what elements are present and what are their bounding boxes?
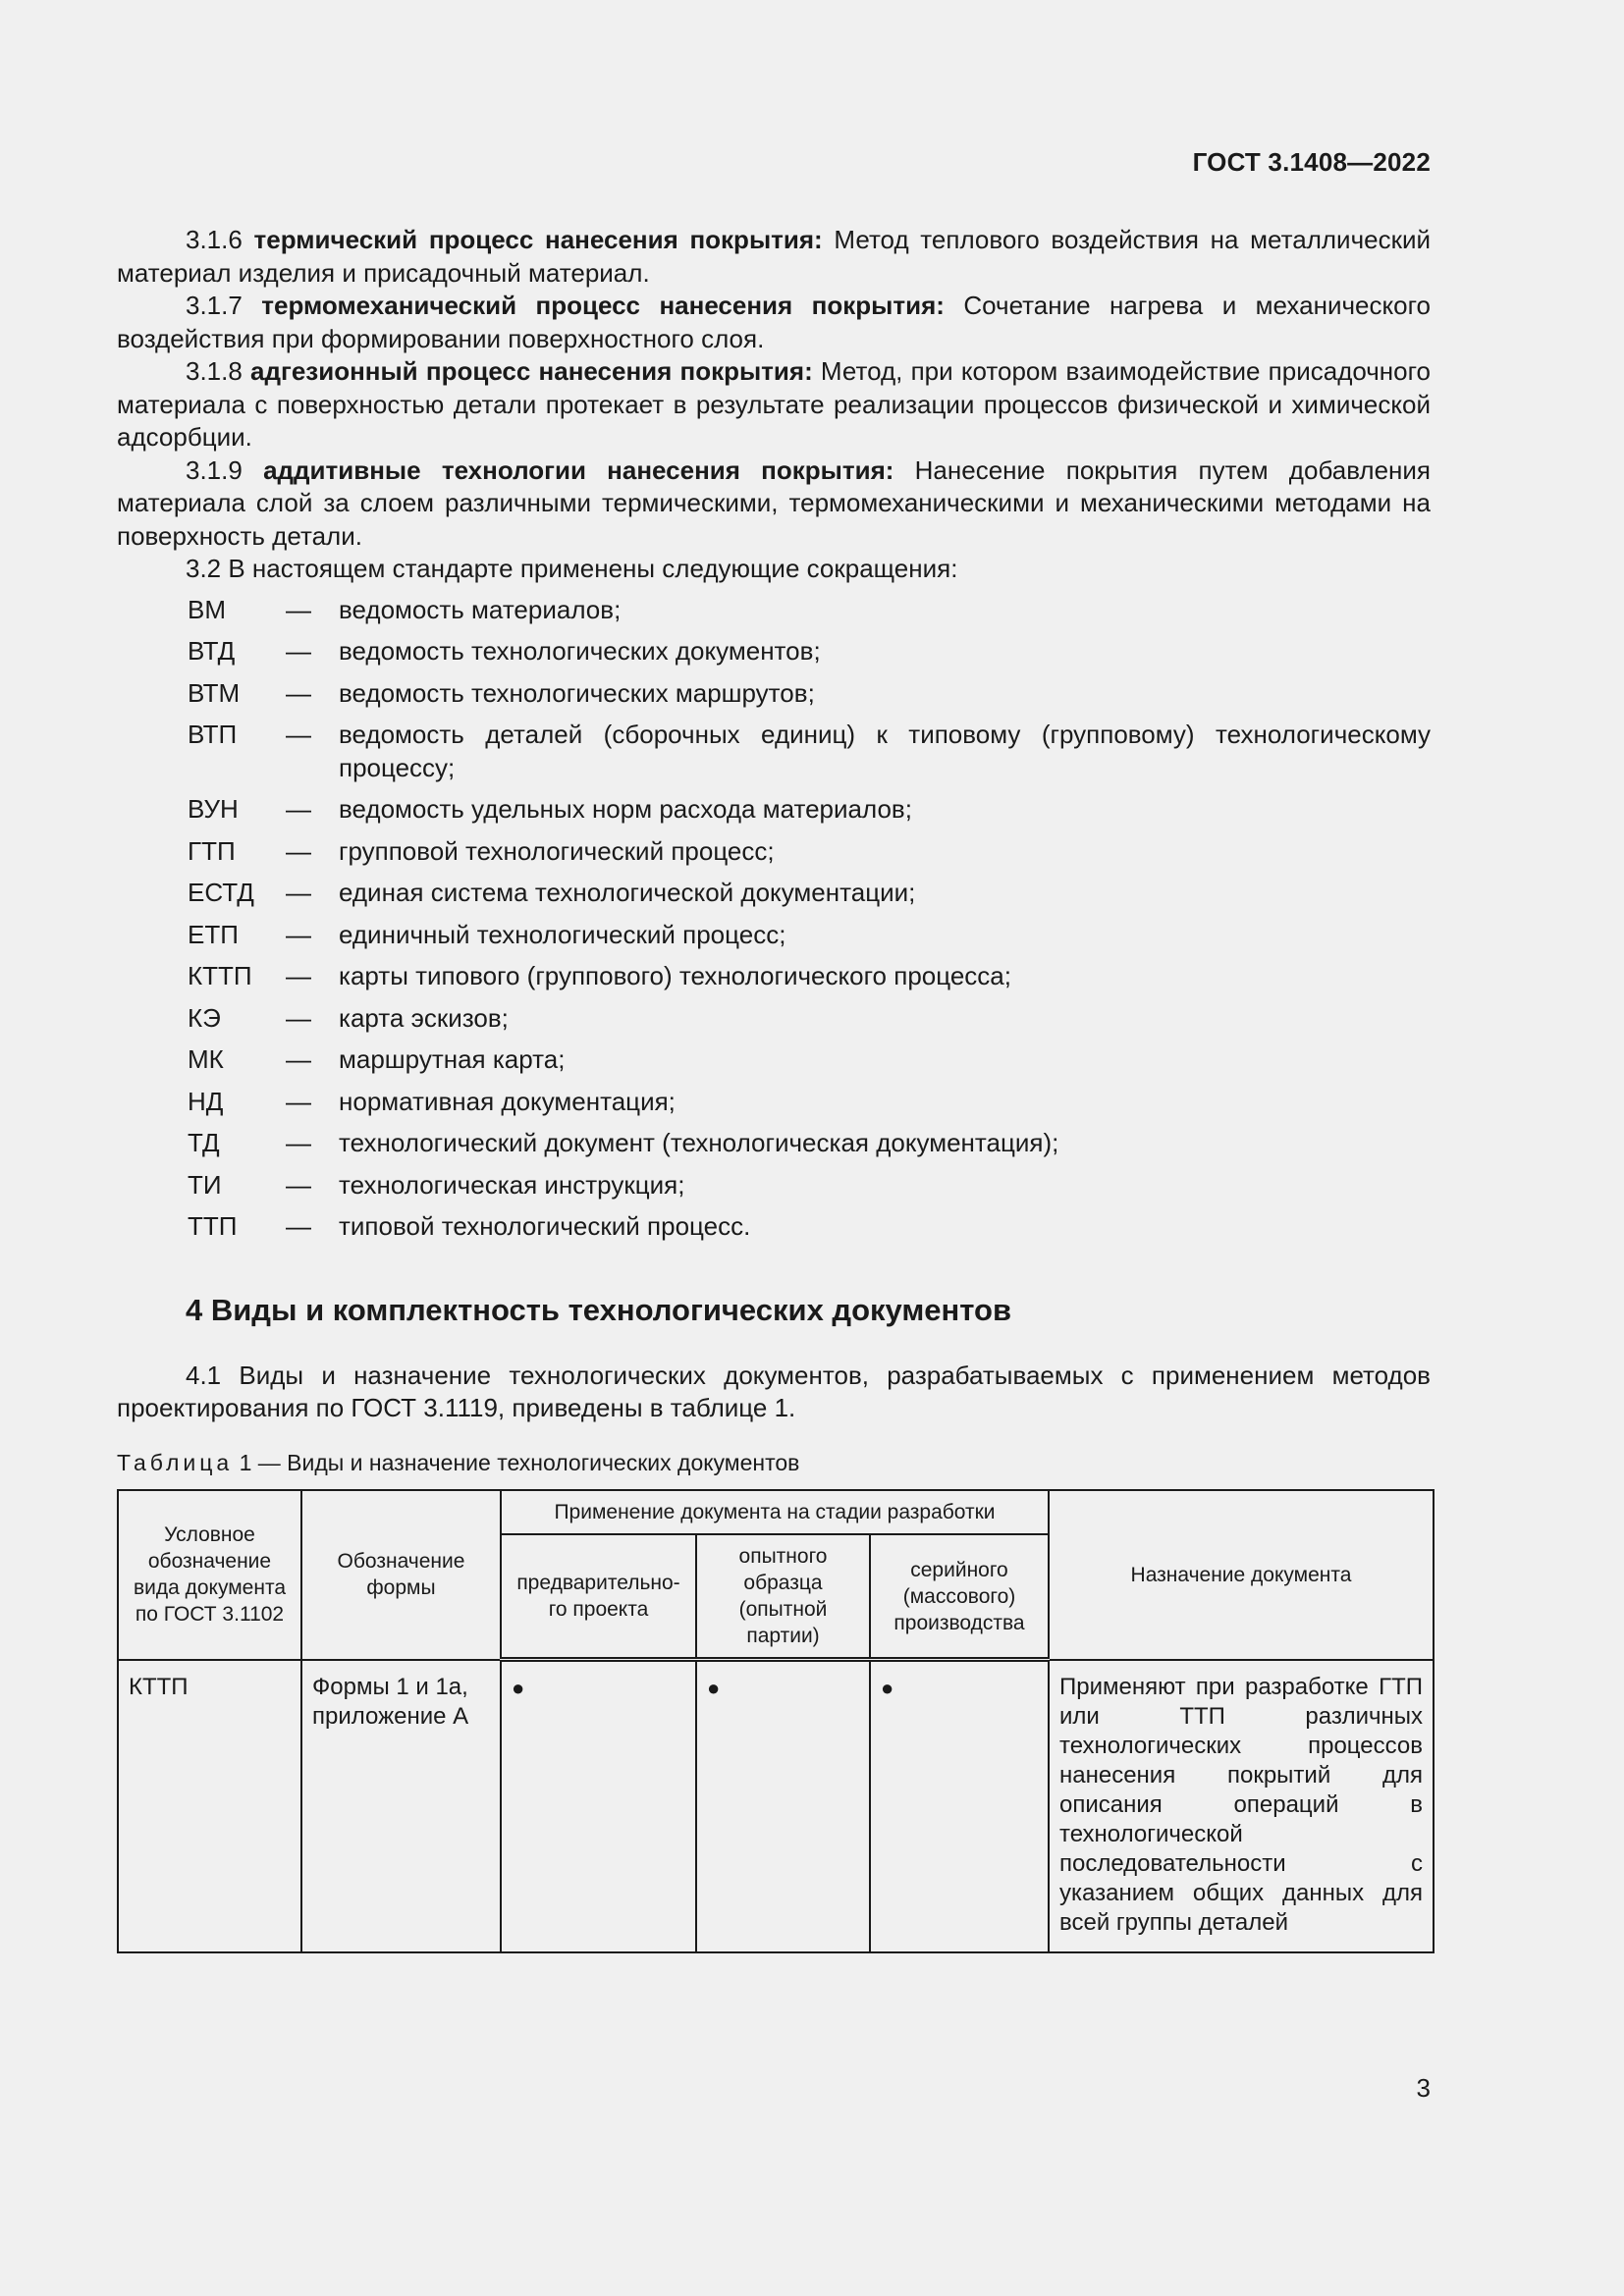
definition-3-1-7: 3.1.7 термомеханический процесс нанесения покрытия: Сочетание нагрева и механического воздействия при формировании поверхностного слоя. xyxy=(117,291,1431,353)
abbreviation-item: ВУН — ведомость удельных норм расхода материалов; xyxy=(188,794,912,824)
definition-3-1-6: 3.1.6 термический процесс нанесения покрытия: Метод теплового воздействия на металлический материал изделия и присадочный материал. xyxy=(117,225,1431,288)
table-caption: Таблица 1 — Виды и назначение технологических документов xyxy=(117,1449,800,1475)
abbreviation-item: КЭ — карта эскизов; xyxy=(188,1002,509,1033)
abbreviation-item: ЕСТД — единая система технологической документации; xyxy=(188,878,916,907)
table-row xyxy=(118,1660,1434,1952)
abbreviation-item: ТИ — технологическая инструкция; xyxy=(188,1169,685,1200)
abbreviations-intro: 3.2 В настоящем стандарте применены следующие сокращения: xyxy=(186,554,958,583)
definition-3-1-9: 3.1.9 аддитивные технологии нанесения покрытия: Нанесение покрытия путем добавления материала слой за слоем различными термическими, термомеханическими и механическими методами на поверхность детали. xyxy=(117,454,1431,551)
term: термомеханический процесс нанесения покрытия: xyxy=(261,291,945,320)
abbreviation-item: ВМ — ведомость материалов; xyxy=(188,594,622,624)
header-stage-serial: серийного (массового) производства xyxy=(870,1534,1049,1660)
header-stage-preliminary: предварительно-го проекта xyxy=(501,1534,696,1660)
header-form: Обозначение формы xyxy=(301,1490,501,1660)
bullet-mark: ● xyxy=(707,1676,721,1700)
bullet-mark: ● xyxy=(512,1676,525,1700)
section-4-paragraph: 4.1 Виды и назначение технологических документов, разрабатываемых с применением методов проектирования по ГОСТ 3.1119, приведены в таблице 1. xyxy=(117,1360,1431,1422)
header-stage-group: Применение документа на стадии разработки xyxy=(501,1490,1049,1534)
term: термический процесс нанесения покрытия: xyxy=(253,225,823,254)
abbreviation-item: ТТП — типовой технологический процесс. xyxy=(188,1211,751,1241)
abbreviation-item: ВТД — ведомость технологических документов; xyxy=(188,636,821,666)
section-4-title: 4 Виды и комплектность технологических документов xyxy=(186,1292,1012,1327)
cell-stage-prototype xyxy=(696,1660,870,1952)
abbreviation-item: МК — маршрутная карта; xyxy=(188,1044,566,1074)
header-stage-prototype: опытного образца (опытной партии) xyxy=(696,1534,870,1660)
abbreviation-item: ГТП — групповой технологический процесс; xyxy=(188,835,775,866)
cell-purpose: Применяют при разработке ГТП или ТТП различных технологических процессов нанесения покрытий для описания операций в технологической последовательности с указанием общих данных для всей группы деталей xyxy=(1049,1660,1434,1952)
header-doc-type: Условное обозначение вида документа по ГОСТ 3.1102 xyxy=(118,1490,301,1660)
header-purpose: Назначение документа xyxy=(1049,1490,1434,1660)
abbreviation-item: НД — нормативная документация; xyxy=(188,1086,676,1116)
cell-form: Формы 1 и 1а, приложение А xyxy=(301,1660,501,1952)
document-body xyxy=(117,224,1431,1953)
cell-code: КТТП xyxy=(118,1660,301,1952)
page-number: 3 xyxy=(1416,2073,1431,2103)
cell-stage-preliminary xyxy=(501,1660,696,1952)
abbreviation-item: ВТП — ведомость деталей (сборочных единиц) к типовому (групповому) технологическому процессу; xyxy=(188,720,1431,782)
abbreviation-item: ВТМ — ведомость технологических маршрутов; xyxy=(188,677,815,708)
term: аддитивные технологии нанесения покрытия: xyxy=(263,454,894,485)
abbreviations-list xyxy=(117,594,1431,1244)
abbreviation-item: ЕТП — единичный технологический процесс; xyxy=(188,919,786,949)
abbreviation-item: ТД — технологический документ (технологическая документация); xyxy=(188,1128,1059,1157)
term: адгезионный процесс нанесения покрытия: xyxy=(250,356,813,386)
bullet-mark: ● xyxy=(881,1676,894,1700)
table-1 xyxy=(117,1489,1435,1953)
document-header: ГОСТ 3.1408—2022 xyxy=(1192,147,1431,177)
cell-stage-serial xyxy=(870,1660,1049,1952)
definition-3-1-8: 3.1.8 адгезионный процесс нанесения покрытия: Метод, при котором взаимодействие присадочного материала с поверхностью детали протекает в результате реализации процессов физической и химической адсорбции. xyxy=(117,356,1431,452)
abbreviation-item: КТТП — карты типового (группового) технологического процесса; xyxy=(188,961,1011,990)
